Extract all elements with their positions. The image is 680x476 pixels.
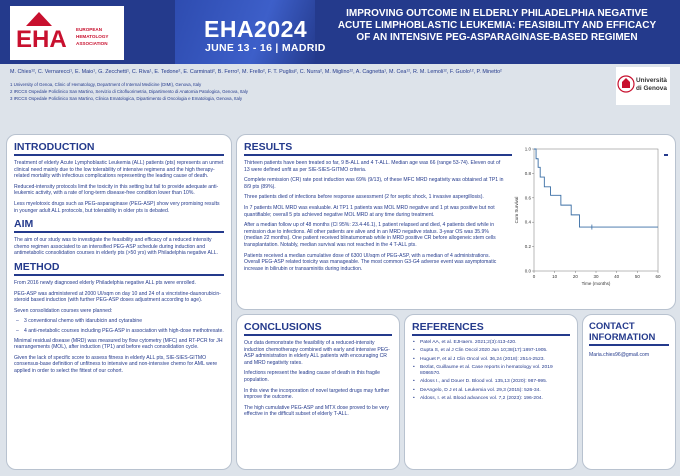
plot-frame xyxy=(534,149,658,271)
conclusions-panel xyxy=(236,314,400,470)
heading-rule xyxy=(589,344,669,346)
heading-rule xyxy=(412,334,570,336)
university-name-line1: Università xyxy=(636,77,667,84)
conclusions-paragraph: Our data demonstrate the feasibility of a reduced-intensity induction chemotherapy combined with early and intensive PEG-ASP administration in elderly ALL patients with encouraging CR and MRD negativity rates. xyxy=(244,340,390,366)
x-tick-label: 10 xyxy=(552,274,558,279)
conclusions-paragraph: In this view the incorporation of novel targeted drugs may further improve the outcome. xyxy=(244,387,390,401)
poster-title-line: OF AN INTENSIVE PEG-ASPARAGINASE-BASED REGIMEN xyxy=(356,32,638,43)
method-paragraph: From 2016 newly diagnosed elderly Philadelphia negative ALL pts were enrolled. xyxy=(14,279,196,286)
eha-logo-text: EHA xyxy=(16,26,67,53)
heading-rule xyxy=(14,231,224,233)
survival-chart xyxy=(512,141,664,293)
results-heading: RESULTS xyxy=(244,141,293,153)
references-panel xyxy=(404,314,578,470)
affiliation: 1 University of Genoa, Clinic of Hematology, Department of Internal Medicine (DIMI), Genova, Italy xyxy=(10,82,202,87)
university-logo xyxy=(616,67,670,105)
y-tick-label: 0.0 xyxy=(524,268,531,274)
conclusions-paragraph: Infections represent the leading cause of death in this fragile population. xyxy=(244,370,380,383)
x-tick-label: 50 xyxy=(634,274,640,279)
reference-item: • Gupta S, et al J Clin Oncol 2020 Jun 10;38(17):1897-1905. xyxy=(412,348,570,354)
results-paragraph: In 7 patients MOL MRD was evaluable. At TP1 1 patients was MOL MRD negative and 1 pt was positive but not quantifiable; overall 5 pts achieved negative MOL MRD at any time during treatment. xyxy=(244,204,495,218)
results-paragraph: Thirteen patients have been treated so far, 9 B-ALL and 4 T-ALL. Median age was 66 (range 53-74). Eleven out of 13 were defined unfit as per SIE-SIES-GITMO criteria. xyxy=(244,160,501,173)
heading-rule xyxy=(14,154,224,156)
contact-email[interactable]: Maria.chies96@gmail.com xyxy=(589,352,650,358)
reference-item: • Aldoss I., and Douer D. Blood vol. 135,13 (2020): 987-995. xyxy=(412,379,570,385)
x-axis-label: Time (months) xyxy=(581,281,611,286)
eha-logo-triangle xyxy=(26,12,52,26)
x-tick-label: 0 xyxy=(532,274,536,279)
introduction-heading: INTRODUCTION xyxy=(14,141,95,153)
x-tick-label: 40 xyxy=(614,274,620,279)
eha-logo-sub-2: HEMATOLOGY xyxy=(76,34,109,39)
km-plot-area xyxy=(514,147,661,287)
results-paragraph: Complete remission (CR) rate post induction was 69% (9/13), of these MFC MRD negativity was obtained at TP1 in 8/9 pts (89%). xyxy=(244,177,504,190)
introduction-paragraph: Treatment of elderly Acute Lymphoblastic Leukemia (ALL) patients (pts) represents an unmet clinical need mainly due to the low tolerability of intensive regimens and the high therapy-related mortality with infectious complications representing the leading cause of death. xyxy=(14,160,224,180)
y-tick-label: 0.4 xyxy=(524,219,531,225)
method-heading: METHOD xyxy=(14,260,60,273)
references-heading: REFERENCES xyxy=(412,321,484,333)
method-paragraph: PEG-ASP was administered at 2000 UI/sqm on day 10 and 24 of a vincristine-daunorubicin-steroid based induction (with further PEG-ASP doses adjustment according to age). xyxy=(14,290,221,304)
introduction-paragraph: Less myelotoxic drugs such as PEG-asparaginase (PEG-ASP) show very promising results in younger adult ALL protocols, but tolerability in older pts is debated. xyxy=(14,200,220,214)
poster-title-line: ACUTE LIMPHOBLASTIC LEUKEMIA: FEASIBILITY AND EFFICACY xyxy=(337,20,657,31)
aim-paragraph: The aim of our study was to investigate the feasibility and efficacy of a reduced intensity chemo regimen associated to an intensified PEG-ASP schedule during induction and antimetabolic consolidation courses in elderly pts (>50 yrs) with Philadelphia negative ALL. xyxy=(14,237,219,257)
poster-title xyxy=(322,8,672,44)
left-panel xyxy=(6,134,232,470)
method-bullet: – 4 anti-metabolic courses including PEG-ASP in association with high-dose methotrexate. xyxy=(14,328,224,335)
contact-heading: CONTACT INFORMATION xyxy=(589,321,656,343)
results-paragraph: After a median follow up of 48 months (CI 95%: 23.4-46.1), 1 patient relapsed and died, 4 patients died while in remission due to infections. All other patients are alive and in an MRD negative status. 3-year OS was 35.9% (median 22 months). One patient received blinatumomab while in MRD positive CR before allogeneic stem cells transplantation. Notably, median survival was not reached in the 4 T-ALL pts. xyxy=(244,222,496,248)
method-paragraph: Seven consolidation courses were planned: xyxy=(14,307,113,314)
method-paragraph: Minimal residual disease (MRD) was measured by flow cytometry (MFC) and RT-PCR for JH rearrangements (MOL), after induction (TP1) and before each consolidation cycle. xyxy=(14,337,223,351)
aim-heading: AIM xyxy=(14,218,34,231)
x-tick-label: 20 xyxy=(572,274,578,279)
reference-item: • Aldoss, I. et al. Blood advances vol. 7,2 (2023): 196-204. xyxy=(412,396,570,402)
introduction-paragraph: Reduced-intensity protocols limit the toxicity in this setting but fail to provide adequate anti-leukemic activity, with a rate of long-term disease-free condition lower than 10%. xyxy=(14,183,219,197)
x-tick-label: 60 xyxy=(655,274,661,279)
poster-title-line: IMPROVING OUTCOME IN ELDERLY PHILADELPHIA NEGATIVE xyxy=(346,8,648,19)
eha-logo-sub-3: ASSOCIATION xyxy=(76,41,108,46)
y-tick-label: 1.0 xyxy=(524,146,531,152)
authors-line: M. Chies¹², C. Vernarecci¹, E. Maio¹, G. Zecchetti¹, C. Riva¹, E. Tedone², E. Carminati², B. Ferro², M. Frello², F. T. Puglisi², C. Nurra², M. Miglino¹², A. Cagnetta¹, M. Cea¹², R. M. Lemoli¹², F. Guolo¹², P. Minetto² xyxy=(10,69,502,75)
reference-item: • Huguet F, et al J Clin Oncol vol. 36,24 (2018): 2514-2523. xyxy=(412,357,570,363)
heading-rule xyxy=(244,334,392,336)
conclusions-heading: CONCLUSIONS xyxy=(244,321,322,333)
method-paragraph: Given the lack of specific score to assess fitness in elderly ALL pts, SIE-SIES-GITMO consensus-base definition of unfitness to intensive and non-intensive chemo for AML were applied in order to select the fittest of our cohort. xyxy=(14,354,218,374)
y-axis-label: Cum Survival xyxy=(514,196,519,224)
congress-title: EHA2024 xyxy=(204,16,308,42)
congress-date-location: JUNE 13 - 16 | MADRID xyxy=(205,42,326,54)
y-tick-label: 0.6 xyxy=(524,195,531,201)
y-tick-label: 0.2 xyxy=(524,244,531,250)
affiliation: 3 IRCCS Ospedale Policlinico San Martino, Clinica Ematologica, Dipartimento di Oncologia e Ematologia, Genova, Italy xyxy=(10,96,243,101)
reference-item: • Bezlat, Guillaume et al. Case reports in hematology vol. 2019 8086570. xyxy=(412,365,570,378)
eha-logo-sub-1: EUROPEAN xyxy=(76,27,103,32)
reference-item: • Patel AA, et al. EJHaem. 2021;2(3):413-420. xyxy=(412,340,570,346)
conclusions-paragraph: The high cumulative PEG-ASP and MTX dose proved to be very effective in the difficult subset of elderly T-ALL. xyxy=(244,404,389,418)
contact-panel xyxy=(582,314,676,470)
results-paragraph: Three patients died of infections before response assessment (2 for septic shock, 1 invasive aspergillosis). xyxy=(244,194,484,201)
y-tick-label: 0.8 xyxy=(524,170,531,176)
heading-rule xyxy=(14,274,224,276)
reference-item: • DeAngelo, D J et al. Leukemia vol. 29,3 (2015): 526-34. xyxy=(412,388,570,394)
affiliation: 2 IRCCS Ospedale Policlinico San Martino, Servizio di Citofluorimetria, Dipartimento di Anatomia Patologica, Genova, Italy xyxy=(10,89,248,94)
method-bullet: – 3 conventional chemo with idarubicin and cytarabine xyxy=(14,318,224,325)
university-name-line2: di Genova xyxy=(636,85,667,92)
x-tick-label: 30 xyxy=(593,274,599,279)
poster-header xyxy=(0,0,680,64)
eha-logo xyxy=(10,6,124,60)
results-paragraph: Patients received a median cumulative dose of 6300 UI/sqm of PEG-ASP, with a median of 4 administrations. Overall PEG-ASP related toxicity was manageable. The most common G3-G4 adverse event was asymptomatic increase in bilirubin or transaminitis during induction. xyxy=(244,252,497,272)
